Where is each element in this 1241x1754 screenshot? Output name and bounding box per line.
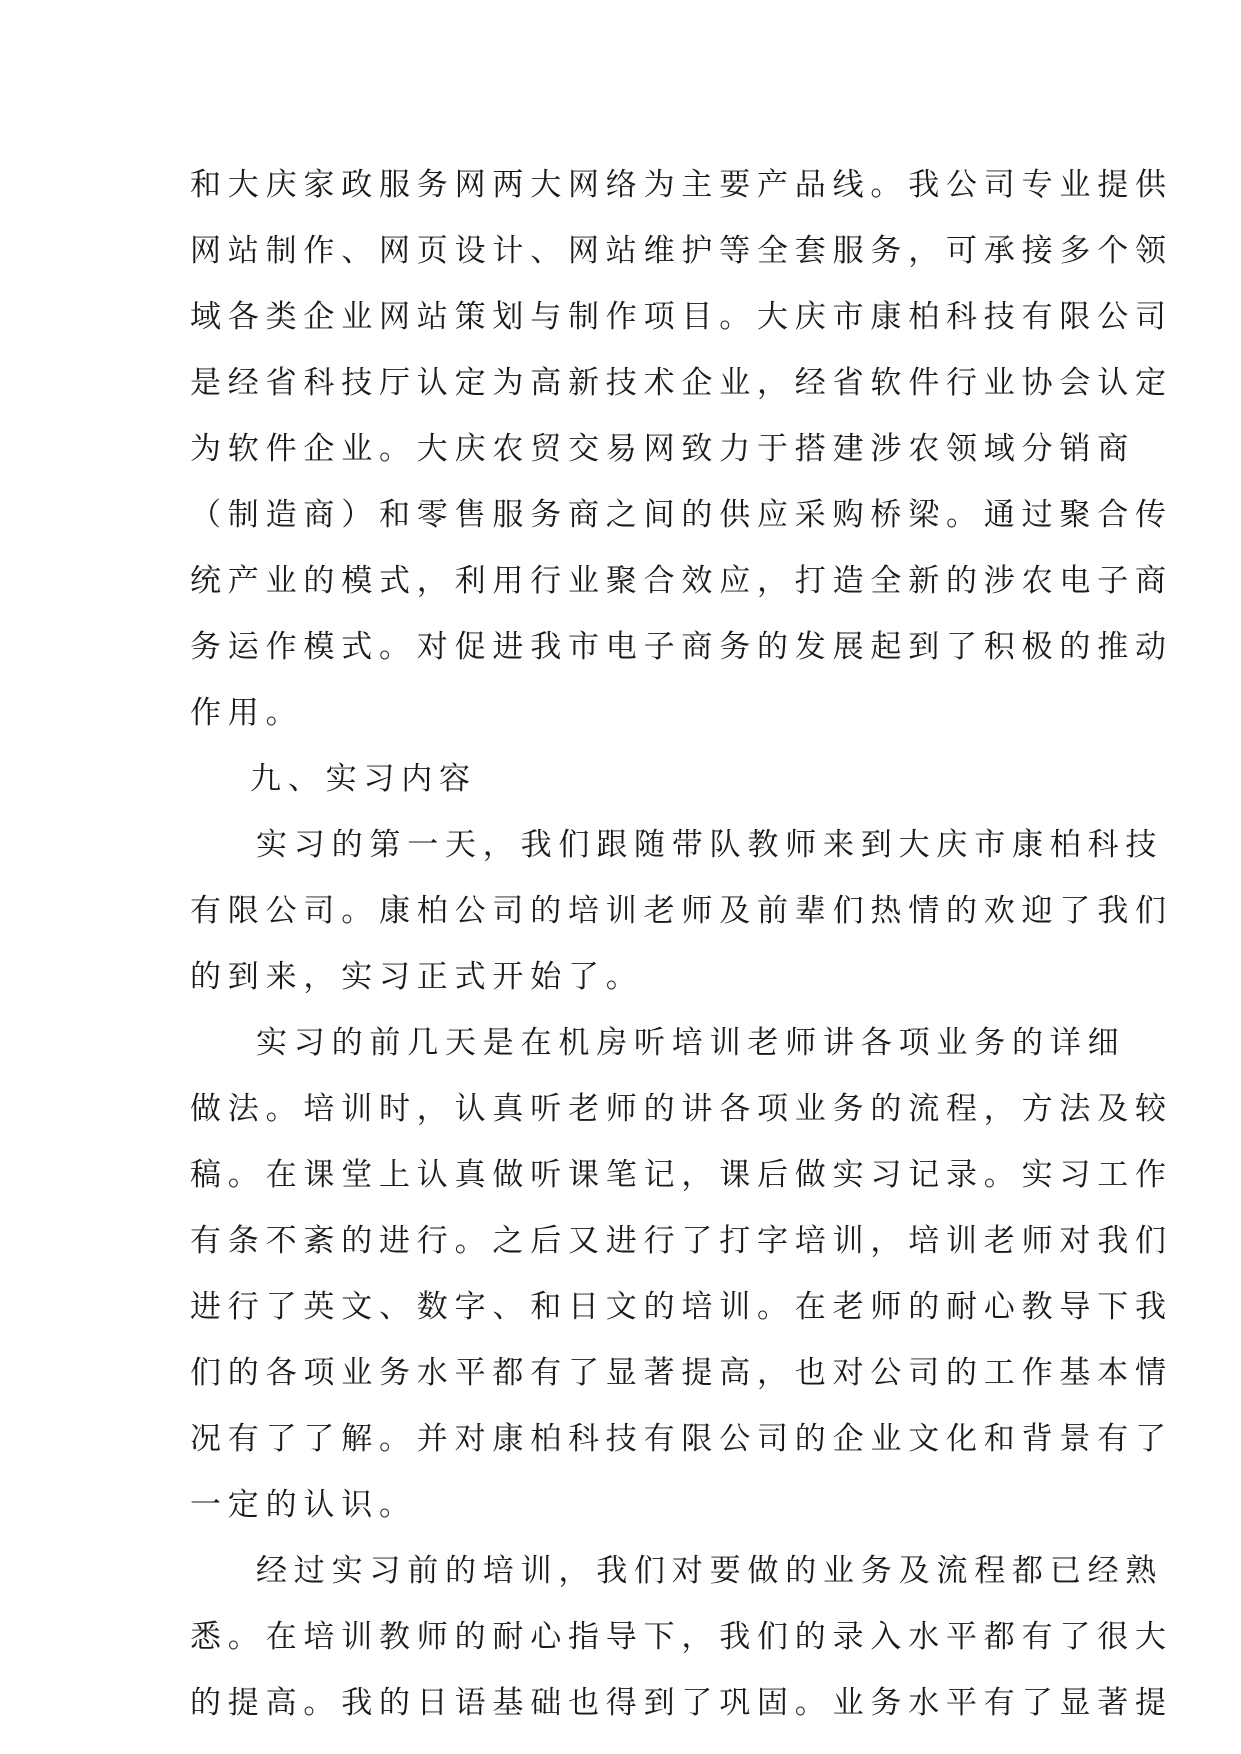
- text-line: 是经省科技厅认定为高新技术企业，经省软件行业协会认定: [190, 365, 1173, 401]
- body-text: [190, 152, 1173, 1736]
- section-heading: 九、实习内容: [250, 761, 477, 797]
- text-line: 有限公司。康柏公司的培训老师及前辈们热情的欢迎了我们: [190, 893, 1173, 929]
- text-line: 作用。: [190, 695, 304, 731]
- text-line: 悉。在培训教师的耐心指导下，我们的录入水平都有了很大: [190, 1619, 1173, 1655]
- text-line: 的提高。我的日语基础也得到了巩固。业务水平有了显著提: [190, 1685, 1173, 1721]
- text-line: （制造商）和零售服务商之间的供应采购桥梁。通过聚合传: [190, 497, 1173, 533]
- text-line: 稿。在课堂上认真做听课笔记，课后做实习记录。实习工作: [190, 1157, 1173, 1193]
- text-line: 务运作模式。对促进我市电子商务的发展起到了积极的推动: [190, 629, 1173, 665]
- text-line: 统产业的模式，利用行业聚合效应，打造全新的涉农电子商: [190, 563, 1173, 599]
- paragraph-start-line: 实习的第一天，我们跟随带队教师来到大庆市康柏科技: [256, 827, 1164, 863]
- text-line: 况有了了解。并对康柏科技有限公司的企业文化和背景有了: [190, 1421, 1173, 1457]
- paragraph-start-line: 经过实习前的培训，我们对要做的业务及流程都已经熟: [256, 1553, 1164, 1589]
- text-line: 为软件企业。大庆农贸交易网致力于搭建涉农领域分销商: [190, 431, 1135, 467]
- text-line: 一定的认识。: [190, 1487, 417, 1523]
- text-line: 网站制作、网页设计、网站维护等全套服务，可承接多个领: [190, 233, 1173, 269]
- text-line: 域各类企业网站策划与制作项目。大庆市康柏科技有限公司: [190, 299, 1173, 335]
- text-line: 的到来，实习正式开始了。: [190, 959, 644, 995]
- paragraph-start-line: 实习的前几天是在机房听培训老师讲各项业务的详细: [256, 1025, 1126, 1061]
- text-line: 有条不紊的进行。之后又进行了打字培训，培训老师对我们: [190, 1223, 1173, 1259]
- text-line: 们的各项业务水平都有了显著提高，也对公司的工作基本情: [190, 1355, 1173, 1391]
- text-line: 进行了英文、数字、和日文的培训。在老师的耐心教导下我: [190, 1289, 1173, 1325]
- text-line: 和大庆家政服务网两大网络为主要产品线。我公司专业提供: [190, 167, 1173, 203]
- text-line: 做法。培训时，认真听老师的讲各项业务的流程，方法及较: [190, 1091, 1173, 1127]
